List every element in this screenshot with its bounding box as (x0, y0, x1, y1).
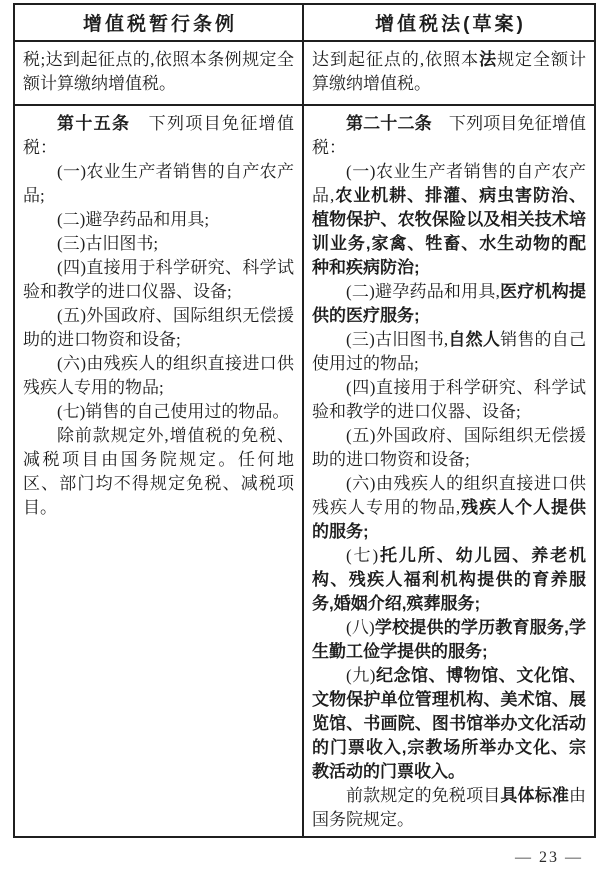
cell-draft-article-22 (304, 106, 594, 836)
paragraph: 第二十二条 下列项目免征增值税： (312, 114, 587, 157)
paragraph: 达到起征点的,依照本法规定全额计算缴纳增值税。 (312, 50, 587, 93)
paragraph: (三)古旧图书,自然人销售的自己使用过的物品; (312, 330, 587, 373)
header-cell-draft-law (304, 5, 594, 40)
table-header-row (15, 5, 594, 42)
paragraph: (五)外国政府、国际组织无偿援助的进口物资和设备; (23, 306, 294, 349)
paragraph: 前款规定的免税项目具体标准由国务院规定。 (312, 786, 587, 829)
paragraph: (四)直接用于科学研究、科学试验和教学的进口仪器、设备; (23, 258, 294, 301)
paragraph: (六)由残疾人的组织直接进口供残疾人专用的物品; (23, 354, 294, 397)
paragraph: (一)农业生产者销售的自产农产品; (23, 162, 294, 205)
header-cell-regulation (15, 5, 304, 40)
paragraph: (五)外国政府、国际组织无偿援助的进口物资和设备; (312, 426, 586, 469)
paragraph: (四)直接用于科学研究、科学试验和教学的进口仪器、设备; (312, 378, 586, 421)
article-row (15, 106, 594, 836)
header-regulation-title: 增值税暂行条例 (82, 14, 237, 35)
cell-draft-continuation (304, 42, 594, 104)
comparison-table (13, 3, 596, 838)
cell-regulation-article-15 (15, 106, 304, 836)
paragraph: (六)由残疾人的组织直接进口供残疾人专用的物品,残疾人个人提供的服务; (312, 474, 587, 541)
paragraph: 税;达到起征点的,依照本条例规定全额计算缴纳增值税。 (23, 50, 294, 93)
paragraph: 除前款规定外,增值税的免税、减税项目由国务院规定。任何地区、部门均不得规定免税、减税项目。 (23, 426, 294, 517)
paragraph: (八)学校提供的学历教育服务,学生勤工俭学提供的服务; (312, 618, 586, 661)
paragraph: (二)避孕药品和用具,医疗机构提供的医疗服务; (312, 282, 586, 325)
paragraph: 第十五条 下列项目免征增值税： (23, 114, 295, 157)
header-draft-law-title: 增值税法(草案) (375, 14, 526, 35)
continuation-row (15, 42, 594, 106)
page-number: — 23 — (515, 849, 583, 866)
paragraph: (七)销售的自己使用过的物品。 (57, 402, 290, 421)
paragraph: (一)农业生产者销售的自产农产品,农业机耕、排灌、病虫害防治、植物保护、农牧保险以及相关技术培训业务,家禽、牲畜、水生动物的配种和疾病防治; (312, 162, 587, 277)
paragraph: (七)托儿所、幼儿园、养老机构、残疾人福利机构提供的育养服务,婚姻介绍,殡葬服务; (312, 546, 587, 613)
cell-regulation-continuation (15, 42, 304, 104)
paragraph: (三)古旧图书; (57, 234, 159, 253)
paragraph: (二)避孕药品和用具; (57, 210, 210, 229)
paragraph: (九)纪念馆、博物馆、文化馆、文物保护单位管理机构、美术馆、展览馆、书画院、图书馆举办文化活动的门票收入,宗教场所举办文化、宗教活动的门票收入。 (312, 666, 586, 781)
